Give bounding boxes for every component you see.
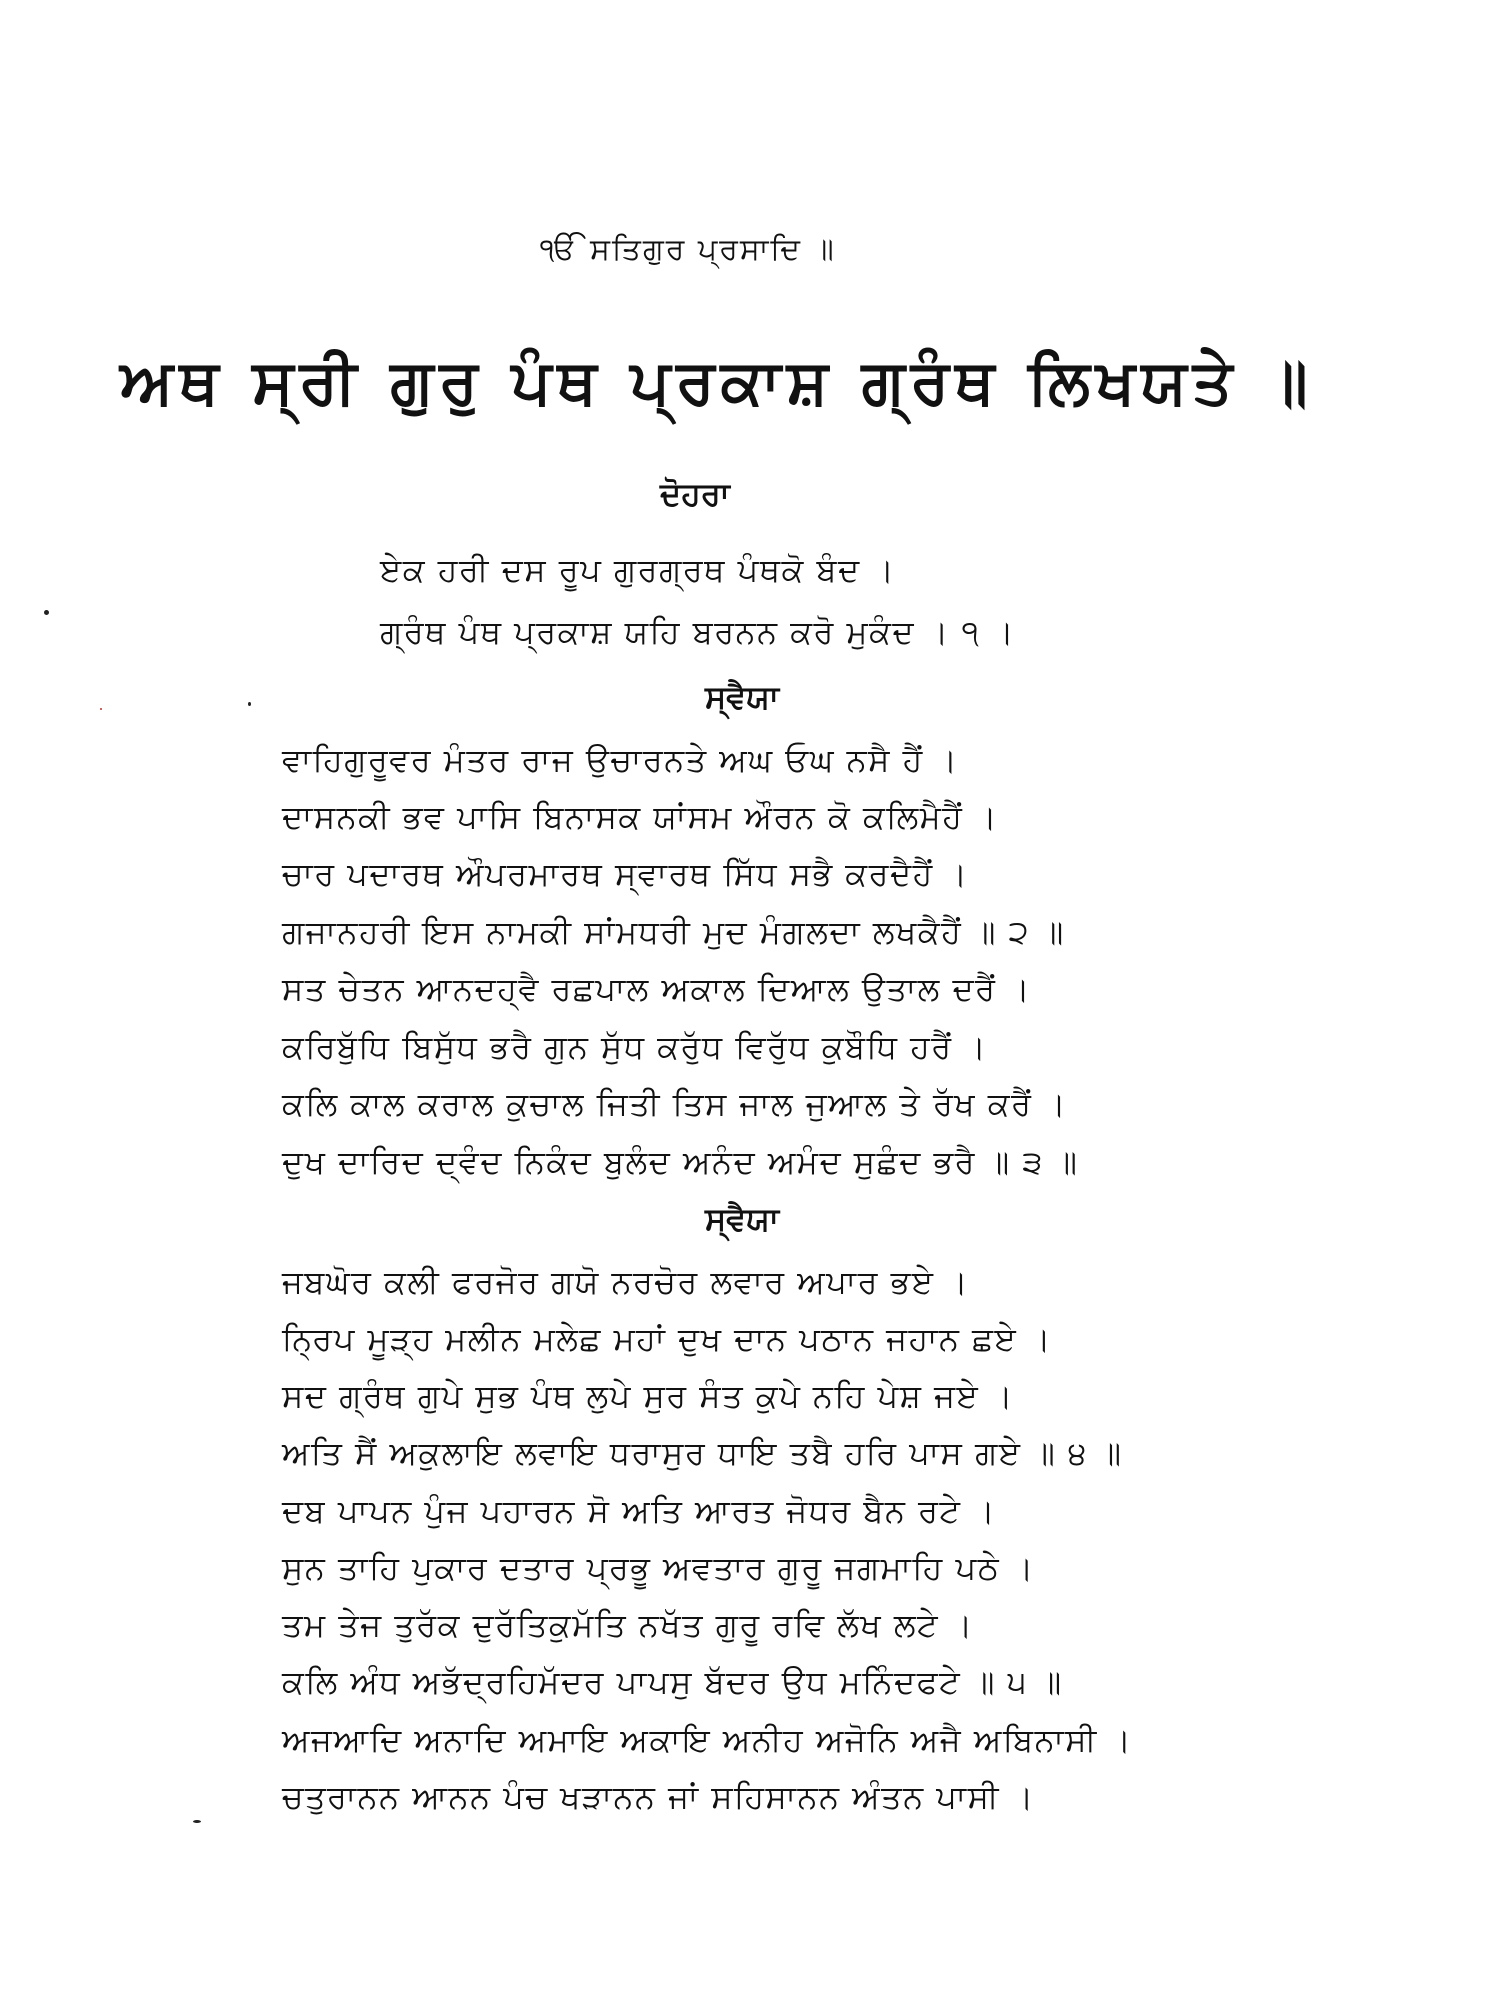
verse-line: ਕਰਿਬੁੱਧਿ ਬਿਸੁੱਧ ਭਰੈ ਗੁਨ ਸੁੱਧ ਕਰੁੱਧ ਵਿਰੁੱਧ ਕੁਬੌਧਿ ਹਰੈਂ । bbox=[282, 1028, 988, 1066]
verse-line: ਕਲਿ ਕਾਲ ਕਰਾਲ ਕੁਚਾਲ ਜਿਤੀ ਤਿਸ ਜਾਲ ਜੁਆਲ ਤੇ ਰੱਖ ਕਰੈਂ । bbox=[282, 1085, 1068, 1123]
section-heading-swaiya-2: ਸ੍ਵੈਯਾ bbox=[705, 1200, 779, 1238]
verse-line: ਦੁਖ ਦਾਰਿਦ ਦ੍ਵੰਦ ਨਿਕੰਦ ਬੁਲੰਦ ਅਨੰਦ ਅਮੰਦ ਸੁਛੰਦ ਭਰੈ ॥ ੩ ॥ bbox=[282, 1143, 1079, 1181]
verse-line: ਚਾਰ ਪਦਾਰਥ ਔਪਰਮਾਰਥ ਸ੍ਵਾਰਥ ਸਿੱਧ ਸਭੈ ਕਰਦੈਹੈਂ । bbox=[282, 855, 969, 893]
scan-speck bbox=[100, 708, 102, 710]
verse-line: ਕਲਿ ਅੰਧ ਅਭੱਦ੍ਰਹਿਮੱਦਰ ਪਾਪਸੁ ਬੱਦਰ ਉਧ ਮਨਿੰਦਫਟੇ ॥ ੫ ॥ bbox=[282, 1663, 1063, 1701]
verse-line: ਸਦ ਗ੍ਰੰਥ ਗੁਪੇ ਸੁਭ ਪੰਥ ਲੁਪੇ ਸੁਰ ਸੰਤ ਕੁਪੇ ਨਹਿ ਪੇਸ਼ ਜਏ । bbox=[282, 1377, 1015, 1415]
section-heading-swaiya-1: ਸ੍ਵੈਯਾ bbox=[705, 678, 779, 716]
invocation-line: ੴ ਸਤਿਗੁਰ ਪ੍ਰਸਾਦਿ ॥ bbox=[540, 232, 836, 267]
verse-line: ਸਤ ਚੇਤਨ ਆਨਦਹ੍ਵੈ ਰਛਪਾਲ ਅਕਾਲ ਦਿਆਲ ਉਤਾਲ ਦਰੈਂ । bbox=[282, 970, 1032, 1008]
verse-line: ਜਬਘੋਰ ਕਲੀ ਫਰਜੋਰ ਗਯੋ ਨਰਚੋਰ ਲਵਾਰ ਅਪਾਰ ਭਏ । bbox=[282, 1263, 970, 1301]
verse-line: ਅਜਆਦਿ ਅਨਾਦਿ ਅਮਾਇ ਅਕਾਇ ਅਨੀਹ ਅਜੋਨਿ ਅਜੈ ਅਬਿਨਾਸੀ । bbox=[282, 1721, 1133, 1759]
verse-line: ਵਾਹਿਗੁਰੂਵਰ ਮੰਤਰ ਰਾਜ ਉਚਾਰਨਤੇ ਅਘ ਓਘ ਨਸੈ ਹੈਂ । bbox=[282, 741, 959, 779]
verse-line: ਨ੍ਰਿਪ ਮੂੜ੍ਹ ਮਲੀਨ ਮਲੇਛ ਮਹਾਂ ਦੁਖ ਦਾਨ ਪਠਾਨ ਜਹਾਨ ਛਏ । bbox=[282, 1320, 1053, 1358]
verse-line: ਦਬ ਪਾਪਨ ਪੁੰਜ ਪਹਾਰਨ ਸੋ ਅਤਿ ਆਰਤ ਜੋਧਰ ਬੈਨ ਰਟੇ । bbox=[282, 1492, 997, 1530]
verse-line: ਦਾਸਨਕੀ ਭਵ ਪਾਸਿ ਬਿਨਾਸਕ ਯਾਂਸਮ ਔਰਨ ਕੋ ਕਲਿਮੈਹੈਂ । bbox=[282, 798, 999, 836]
scan-speck bbox=[193, 1820, 201, 1823]
verse-line: ਸੁਨ ਤਾਹਿ ਪੁਕਾਰ ਦਤਾਰ ਪ੍ਰਭੂ ਅਵਤਾਰ ਗੁਰੂ ਜਗਮਾਹਿ ਪਠੇ । bbox=[282, 1549, 1035, 1587]
verse-line: ਤਮ ਤੇਜ ਤੁਰੱਕ ਦੁਰੱਤਿਕੁਮੱਤਿ ਨਖੱਤ ਗੁਰੂ ਰਵਿ ਲੱਖ ਲਟੇ । bbox=[282, 1606, 974, 1644]
scan-speck bbox=[44, 610, 49, 615]
scan-speck bbox=[248, 702, 251, 706]
page-title: ਅਥ ਸ੍ਰੀ ਗੁਰੁ ਪੰਥ ਪ੍ਰਕਾਸ਼ ਗ੍ਰੰਥ ਲਿਖਯਤੇ ॥ bbox=[120, 345, 1314, 418]
verse-line: ਗ੍ਰੰਥ ਪੰਥ ਪ੍ਰਕਾਸ਼ ਯਹਿ ਬਰਨਨ ਕਰੋ ਮੁਕੰਦ । ੧ । bbox=[380, 613, 1016, 651]
verse-line: ਏਕ ਹਰੀ ਦਸ ਰੂਪ ਗੁਰਗ੍ਰਥ ਪੰਥਕੋ ਬੰਦ । bbox=[380, 551, 896, 589]
verse-line: ਗਜਾਨਹਰੀ ਇਸ ਨਾਮਕੀ ਸਾਂਮਧਰੀ ਮੁਦ ਮੰਗਲਦਾ ਲਖਕੈਹੈਂ ॥ ੨ ॥ bbox=[282, 913, 1065, 951]
section-heading-dohra: ਦੋਹਰਾ bbox=[660, 475, 730, 513]
verse-line: ਅਤਿ ਸੈਂ ਅਕੁਲਾਇ ਲਵਾਇ ਧਰਾਸੁਰ ਧਾਇ ਤਬੈ ਹਰਿ ਪਾਸ ਗਏ ॥ ੪ ॥ bbox=[282, 1434, 1123, 1472]
verse-line: ਚਤੁਰਾਨਨ ਆਨਨ ਪੰਚ ਖੜਾਨਨ ਜਾਂ ਸਹਿਸਾਨਨ ਅੰਤਨ ਪਾਸੀ । bbox=[282, 1778, 1035, 1816]
